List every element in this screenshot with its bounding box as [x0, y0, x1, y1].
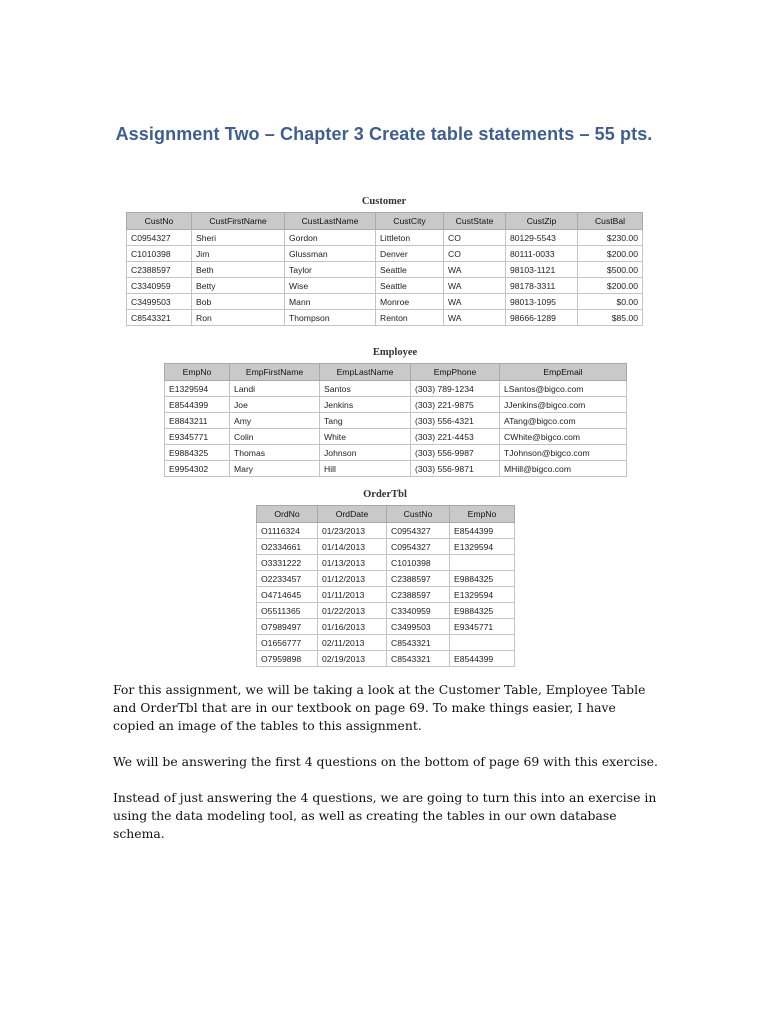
- table-cell: Taylor: [285, 262, 376, 278]
- body-paragraph: We will be answering the first 4 questions on the bottom of page 69 with this exercise.: [113, 754, 658, 769]
- table-cell: TJohnson@bigco.com: [500, 445, 627, 461]
- table-cell: (303) 221-9875: [411, 397, 500, 413]
- table-row: [257, 539, 515, 555]
- table-cell: 98013-1095: [506, 294, 578, 310]
- table-cell: C2388597: [387, 571, 450, 587]
- column-header: OrdDate: [318, 506, 387, 523]
- table-cell: C0954327: [387, 539, 450, 555]
- employee-table-section: [164, 347, 626, 477]
- table-cell: E1329594: [450, 539, 515, 555]
- table-cell: E8544399: [165, 397, 230, 413]
- table-cell: $230.00: [578, 230, 643, 246]
- table-cell: O7989497: [257, 619, 318, 635]
- column-header: EmpEmail: [500, 364, 627, 381]
- table-row: [127, 278, 643, 294]
- table-cell: 98666-1289: [506, 310, 578, 326]
- table-cell: Tang: [320, 413, 411, 429]
- table-cell: C1010398: [387, 555, 450, 571]
- table-cell: C8543321: [387, 651, 450, 667]
- table-cell: [450, 635, 515, 651]
- table-cell: LSantos@bigco.com: [500, 381, 627, 397]
- table-cell: CWhite@bigco.com: [500, 429, 627, 445]
- table-cell: C1010398: [127, 246, 192, 262]
- table-cell: Mary: [230, 461, 320, 477]
- table-cell: Littleton: [376, 230, 444, 246]
- table-cell: 02/11/2013: [318, 635, 387, 651]
- customer-table: [126, 212, 643, 326]
- table-cell: E9345771: [165, 429, 230, 445]
- column-header: CustZip: [506, 213, 578, 230]
- body-paragraph: For this assignment, we will be taking a look at the Customer Table, Employee Table and OrderTbl that are in our textbook on page 69. To make things easier, I have copied an image of the tables to this assignment.: [113, 682, 646, 733]
- table-cell: Sheri: [192, 230, 285, 246]
- table-cell: $85.00: [578, 310, 643, 326]
- table-cell: E9345771: [450, 619, 515, 635]
- table-cell: O1116324: [257, 523, 318, 539]
- table-cell: Hill: [320, 461, 411, 477]
- employee-table-caption: Employee: [372, 347, 418, 358]
- table-row: [127, 246, 643, 262]
- column-header: OrdNo: [257, 506, 318, 523]
- table-cell: 01/16/2013: [318, 619, 387, 635]
- employee-table: [164, 363, 627, 477]
- table-cell: Amy: [230, 413, 320, 429]
- table-cell: Seattle: [376, 278, 444, 294]
- table-cell: (303) 556-4321: [411, 413, 500, 429]
- table-cell: CO: [444, 230, 506, 246]
- table-cell: C8543321: [127, 310, 192, 326]
- table-cell: O7959898: [257, 651, 318, 667]
- table-cell: 01/13/2013: [318, 555, 387, 571]
- table-cell: O5511365: [257, 603, 318, 619]
- table-cell: MHill@bigco.com: [500, 461, 627, 477]
- table-row: [127, 230, 643, 246]
- table-cell: Johnson: [320, 445, 411, 461]
- table-cell: E8544399: [450, 651, 515, 667]
- table-cell: [450, 555, 515, 571]
- table-cell: Mann: [285, 294, 376, 310]
- table-cell: E9884325: [450, 571, 515, 587]
- ordertbl-table-section: [256, 489, 514, 667]
- customer-table-section: [126, 196, 642, 326]
- table-cell: Ron: [192, 310, 285, 326]
- column-header: EmpPhone: [411, 364, 500, 381]
- table-cell: WA: [444, 294, 506, 310]
- table-header-row: [165, 364, 627, 381]
- table-row: [257, 651, 515, 667]
- table-cell: O3331222: [257, 555, 318, 571]
- table-cell: E8544399: [450, 523, 515, 539]
- table-cell: Jim: [192, 246, 285, 262]
- table-row: [257, 587, 515, 603]
- table-header-row: [127, 213, 643, 230]
- table-cell: C3499503: [387, 619, 450, 635]
- table-cell: 01/11/2013: [318, 587, 387, 603]
- table-cell: (303) 556-9871: [411, 461, 500, 477]
- table-cell: C3340959: [387, 603, 450, 619]
- table-cell: E9884325: [450, 603, 515, 619]
- table-cell: C2388597: [387, 587, 450, 603]
- table-cell: (303) 789-1234: [411, 381, 500, 397]
- table-cell: O2233457: [257, 571, 318, 587]
- table-cell: 80111-0033: [506, 246, 578, 262]
- table-cell: ATang@bigco.com: [500, 413, 627, 429]
- column-header: EmpNo: [450, 506, 515, 523]
- table-cell: Thompson: [285, 310, 376, 326]
- table-cell: WA: [444, 262, 506, 278]
- table-cell: Renton: [376, 310, 444, 326]
- table-row: [257, 555, 515, 571]
- page-title: Assignment Two – Chapter 3 Create table statements – 55 pts.: [115, 124, 653, 144]
- table-cell: Denver: [376, 246, 444, 262]
- table-cell: Santos: [320, 381, 411, 397]
- table-cell: E1329594: [165, 381, 230, 397]
- table-cell: 01/12/2013: [318, 571, 387, 587]
- table-cell: WA: [444, 278, 506, 294]
- ordertbl-table-caption: OrderTbl: [363, 489, 407, 500]
- column-header: CustFirstName: [192, 213, 285, 230]
- table-cell: (303) 221-4453: [411, 429, 500, 445]
- table-cell: 01/22/2013: [318, 603, 387, 619]
- table-row: [257, 523, 515, 539]
- table-cell: C3340959: [127, 278, 192, 294]
- table-cell: (303) 556-9987: [411, 445, 500, 461]
- table-cell: Betty: [192, 278, 285, 294]
- table-cell: $0.00: [578, 294, 643, 310]
- table-cell: E9954302: [165, 461, 230, 477]
- table-cell: Glussman: [285, 246, 376, 262]
- ordertbl-table: [256, 505, 515, 667]
- table-cell: Seattle: [376, 262, 444, 278]
- table-row: [165, 461, 627, 477]
- table-row: [165, 397, 627, 413]
- table-cell: C0954327: [387, 523, 450, 539]
- table-cell: E1329594: [450, 587, 515, 603]
- table-row: [165, 413, 627, 429]
- table-cell: WA: [444, 310, 506, 326]
- table-cell: $200.00: [578, 246, 643, 262]
- table-cell: O1656777: [257, 635, 318, 651]
- table-header-row: [257, 506, 515, 523]
- table-cell: Gordon: [285, 230, 376, 246]
- table-cell: Monroe: [376, 294, 444, 310]
- table-cell: E8843211: [165, 413, 230, 429]
- table-cell: 01/23/2013: [318, 523, 387, 539]
- assignment-body: [113, 681, 658, 861]
- column-header: CustBal: [578, 213, 643, 230]
- table-cell: Wise: [285, 278, 376, 294]
- column-header: CustLastName: [285, 213, 376, 230]
- table-row: [257, 603, 515, 619]
- table-cell: E9884325: [165, 445, 230, 461]
- table-cell: 80129-5543: [506, 230, 578, 246]
- table-cell: Thomas: [230, 445, 320, 461]
- customer-table-caption: Customer: [361, 196, 407, 207]
- table-row: [257, 619, 515, 635]
- table-cell: Colin: [230, 429, 320, 445]
- table-cell: 98103-1121: [506, 262, 578, 278]
- table-cell: Jenkins: [320, 397, 411, 413]
- table-cell: $500.00: [578, 262, 643, 278]
- table-cell: O4714645: [257, 587, 318, 603]
- table-cell: C3499503: [127, 294, 192, 310]
- table-row: [257, 635, 515, 651]
- table-cell: Landi: [230, 381, 320, 397]
- table-row: [165, 429, 627, 445]
- table-cell: C8543321: [387, 635, 450, 651]
- column-header: CustNo: [127, 213, 192, 230]
- table-cell: $200.00: [578, 278, 643, 294]
- column-header: CustNo: [387, 506, 450, 523]
- table-row: [257, 571, 515, 587]
- table-cell: C0954327: [127, 230, 192, 246]
- table-cell: 98178-3311: [506, 278, 578, 294]
- table-row: [165, 381, 627, 397]
- table-cell: 01/14/2013: [318, 539, 387, 555]
- table-cell: C2388597: [127, 262, 192, 278]
- table-cell: JJenkins@bigco.com: [500, 397, 627, 413]
- table-row: [127, 262, 643, 278]
- table-cell: Bob: [192, 294, 285, 310]
- column-header: EmpLastName: [320, 364, 411, 381]
- table-row: [165, 445, 627, 461]
- column-header: EmpFirstName: [230, 364, 320, 381]
- body-paragraph: Instead of just answering the 4 questions, we are going to turn this into an exercise in using the data modeling tool, as well as creating the tables in our own database schema.: [113, 790, 657, 841]
- table-cell: Beth: [192, 262, 285, 278]
- table-cell: White: [320, 429, 411, 445]
- table-row: [127, 310, 643, 326]
- table-cell: O2334661: [257, 539, 318, 555]
- column-header: CustState: [444, 213, 506, 230]
- column-header: EmpNo: [165, 364, 230, 381]
- table-cell: 02/19/2013: [318, 651, 387, 667]
- table-cell: CO: [444, 246, 506, 262]
- table-row: [127, 294, 643, 310]
- table-cell: Joe: [230, 397, 320, 413]
- column-header: CustCity: [376, 213, 444, 230]
